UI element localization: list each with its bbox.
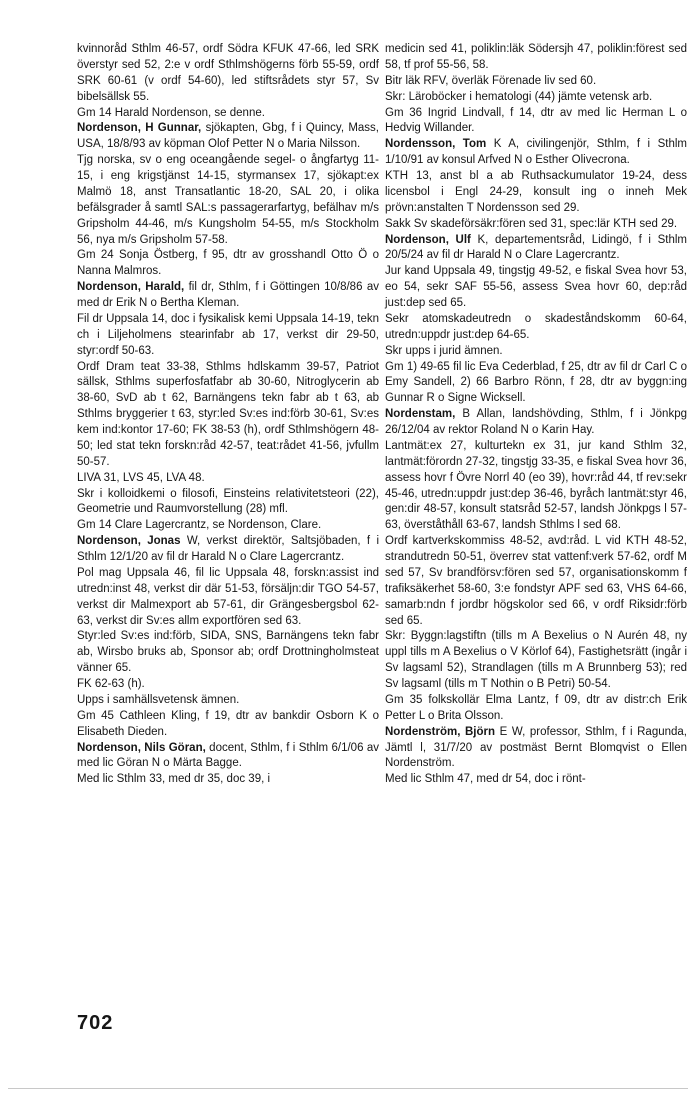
entry-text: Upps i samhällsvetensk ämnen. — [77, 693, 240, 706]
entry-text: FK 62-63 (h). — [77, 678, 145, 690]
entry-text: Ordf Dram teat 33-38, Sthlms hdlskamm 39-57, Patriot sällsk, Sthlms superfosfatfabr ab 30-60, Nitroglycerin ab 38-60, SvD ab t 62, Barnängens tekn fabr ab t 63, ab Sthlms bryggerier t 63, styr:led Sv:es ind:förb 30-61, Sv:es kem ind:kontor 17-60; FK 38-53 (h), ordf Sthlmshögern 48-50; led stat tekn forskn:råd 42-57, teat:rådet 41-56, jvfullm 50-57. — [77, 360, 379, 468]
biography-paragraph — [385, 169, 687, 217]
biography-paragraph — [77, 693, 379, 709]
biography-paragraph — [77, 677, 379, 693]
person-name: Nordenström, Björn — [385, 725, 496, 738]
entry-text: fil dr, Sthlm, f i Göttingen 10/8/86 av med dr Erik N o Bertha Kleman. — [77, 281, 379, 309]
biography-paragraph — [77, 312, 379, 360]
biography-paragraph — [385, 217, 687, 233]
entry-text: E W, professor, Sthlm, f i Ragunda, Jämtl l, 31/7/20 av postmäst Bernt Blomqvist o Ellen Nordenström. — [385, 725, 687, 770]
biography-paragraph — [77, 629, 379, 677]
biography-paragraph — [385, 344, 687, 360]
page-bottom-rule — [8, 1088, 688, 1089]
biography-paragraph — [385, 360, 687, 408]
biography-entry-heading — [385, 725, 687, 773]
person-name: Nordenson, Jonas — [77, 535, 181, 548]
entry-text: Tjg norska, sv o eng oceangående segel- o ångfartyg 11-15, i eng krigstjänst 14-15, styrmansex 17, sjökapt:ex Malmö 18, anst Transatlantic 18-20, SAL 20, i olika befälsgrader å samtl SAL:s passagerarfartyg, befälhav m/s Gripsholm 44-46, m/s Kungsholm 54-55, m/s Stockholm 56, nya m/s Gripsholm 57-58. — [77, 154, 379, 246]
entry-text: K A, civilingenjör, Sthlm, f i Sthlm 1/10/91 av konsul Arfved N o Esther Olivecrona. — [385, 138, 687, 167]
entry-text: Med lic Sthlm 47, med dr 54, doc i rönt- — [385, 773, 586, 786]
biography-paragraph — [77, 709, 379, 741]
entry-text: Gm 45 Cathleen Kling, f 19, dtr av bankdir Osborn K o Elisabeth Dieden. — [77, 709, 379, 738]
biography-paragraph — [77, 42, 379, 106]
biography-entry-heading — [77, 280, 379, 312]
biography-paragraph — [385, 772, 687, 788]
person-name: Nordenson, Ulf — [385, 233, 471, 246]
person-name: Nordenson, Harald, — [77, 281, 185, 294]
entry-text: medicin sed 41, poliklin:läk Södersjh 47, poliklin:förest sed 58, tf prof 55-56, 58. — [385, 43, 687, 71]
entry-text: W, verkst direktör, Saltsjöbaden, f i Sthlm 12/1/20 av fil dr Harald N o Clare Lagercrantz. — [77, 535, 379, 563]
left-column — [77, 42, 379, 788]
entry-text: Gm 36 Ingrid Lindvall, f 14, dtr av med lic Herman L o Hedvig Willander. — [385, 106, 687, 135]
entry-text: Gm 1) 49-65 fil lic Eva Cederblad, f 25, dtr av fil dr Carl C o Emy Sandell, 2) 66 Barbro Rönn, f 28, dtr av byggn:ing Gunnar R o Signe Wicksell. — [385, 360, 687, 405]
biography-entry-heading — [385, 233, 687, 265]
biography-paragraph — [77, 153, 379, 248]
biography-paragraph — [77, 772, 379, 788]
entry-text: Gm 14 Clare Lagercrantz, se Nordenson, Clare. — [77, 519, 322, 532]
entry-text: Styr:led Sv:es ind:förb, SIDA, SNS, Barnängens tekn fabr ab, Wirsbo bruks ab, Sponsor ab; ordf Drottningholmsteat vänner 65. — [77, 630, 379, 675]
entry-text: K, departementsråd, Lidingö, f i Sthlm 20/5/24 av fil dr Harald N o Clare Lagercrantz. — [385, 233, 687, 262]
person-name: Nordenson, H Gunnar, — [77, 122, 202, 135]
person-name: Nordensson, Tom — [385, 138, 487, 151]
biography-paragraph — [385, 90, 687, 106]
entry-text: Jur kand Uppsala 49, tingstjg 49-52, e fiskal Svea hovr 53, eo 54, sekr SAF 55-56, assess Svea hovr 60, dep:råd just:dep sed 65. — [385, 265, 687, 309]
entry-text: Bitr läk RFV, överläk Förenade liv sed 60. — [385, 74, 597, 87]
entry-text: Skr: Läroböcker i hematologi (44) jämte vetensk arb. — [385, 90, 653, 103]
person-name: Nordenson, Nils Göran, — [77, 741, 206, 754]
biography-paragraph — [77, 518, 379, 534]
entry-text: KTH 13, anst bl a ab Ruthsackumulator 19-24, dess licensbol i Engl 24-29, konsult ing o inneh Mek prövn:anstalten T Nordensson sed 29. — [385, 170, 687, 214]
biography-paragraph — [385, 629, 687, 693]
entry-text: B Allan, landshövding, Sthlm, f i Jönkpg 26/12/04 av rektor Roland N o Karin Hay. — [385, 408, 687, 436]
biography-entry-heading — [77, 121, 379, 153]
biography-entry-heading — [385, 407, 687, 439]
page-number: 702 — [77, 1012, 114, 1034]
entry-text: sjökapten, Gbg, f i Quincy, Mass, USA, 18/8/93 av köpman Olof Petter N o Maria Nilsson. — [77, 122, 379, 151]
entry-text: Lantmät:ex 27, kulturtekn ex 31, jur kand Sthlm 32, lantmät:förordn 27-32, tingstjg 33-35, e fiskal Svea hovr 36, assess hovr f Övre Norrl 40 (eo 39), hovr:råd 44, tf rev:sekr 45-46, utredn:uppdr just:dep 36-46, byråch lantmät:styr 46, gen:dir 48-57, konsult statsråd 52-57, landsh Jönkpgs l 57-63, överståthåll 63-67, landsh Sthlms l sed 68. — [385, 439, 687, 532]
entry-text: Skr i kolloidkemi o filosofi, Einsteins relativitetsteori (22), Geometrie und Raumvorstellung (28) mfl. — [77, 487, 379, 516]
biography-entry-heading — [385, 137, 687, 169]
entry-text: docent, Sthlm, f i Sthlm 6/1/06 av med lic Göran N o Märta Bagge. — [77, 741, 379, 770]
biography-paragraph — [385, 312, 687, 344]
entry-text: Sekr atomskadeutredn o skadeståndskomm 60-64, utredn:uppdr just:dep 64-65. — [385, 312, 687, 341]
entry-text: Gm 35 folkskollär Elma Lantz, f 09, dtr av distr:ch Erik Petter L o Brita Olsson. — [385, 693, 687, 722]
biography-paragraph — [77, 471, 379, 487]
biography-paragraph — [385, 74, 687, 90]
biography-paragraph — [385, 439, 687, 534]
entry-text: Ordf kartverkskommiss 48-52, avd:råd. L vid KTH 48-52, strandutredn 50-51, överrev stat vattenf:verk 57-62, ordf M sed 57, Sv brandförsv:fören sed 57, organisationskomm f trafiksäkerhet 58-60, 3:e fondstyr APF sed 63, VHS 64-66, samarb:ndn f jordbr högskolor sed 66, v ordf Riksidr:förb sed 65. — [385, 535, 687, 627]
biography-paragraph — [77, 487, 379, 519]
biography-paragraph — [77, 248, 379, 280]
entry-text: Med lic Sthlm 33, med dr 35, doc 39, i — [77, 773, 271, 786]
entry-text: Sakk Sv skadeförsäkr:fören sed 31, spec:lär KTH sed 29. — [385, 217, 678, 230]
biography-entry-heading — [77, 741, 379, 773]
entry-text: Gm 14 Harald Nordenson, se denne. — [77, 106, 265, 119]
right-column — [385, 42, 687, 788]
entry-text: Pol mag Uppsala 46, fil lic Uppsala 48, forskn:assist ind utredn:inst 48, verkst dir där 51-53, försäljn:dir TGO 54-57, verkst dir Malmexport ab 57-61, dir Grängesbergsbol 62-63, verkst dir Sv:es allm exportfören sed 63. — [77, 566, 379, 627]
biography-paragraph — [385, 106, 687, 138]
entry-text: Skr: Byggn:lagstiftn (tills m A Bexelius o N Aurén 48, ny uppl tills m A Bexelius o V Körlof 64), Fastighetsrätt (ingår i Sv lagsaml 52), Strandlagen (tills m A Brunnberg 53); red Sv lagsaml (tills m T Nothin o B Petri) 50-54. — [385, 630, 687, 690]
entry-text: Skr upps i jurid ämnen. — [385, 344, 503, 357]
biography-entry-heading — [77, 534, 379, 566]
entry-text: LIVA 31, LVS 45, LVA 48. — [77, 471, 205, 484]
entry-text: Gm 24 Sonja Östberg, f 95, dtr av grosshandl Otto Ö o Nanna Malmros. — [77, 249, 379, 278]
biography-paragraph — [77, 106, 379, 122]
biography-paragraph — [77, 360, 379, 471]
biography-paragraph — [385, 42, 687, 74]
entry-text: kvinnoråd Sthlm 46-57, ordf Södra KFUK 47-66, led SRK överstyr sed 52, 2:e v ordf Sthlmshögerns förb 55-59, ordf SRK 60-61 (v ordf 54-60), led stiftsrådets styr 57, Sv bibelsällsk 55. — [77, 43, 379, 103]
person-name: Nordenstam, — [385, 408, 456, 421]
biography-paragraph — [385, 534, 687, 629]
biography-paragraph — [385, 264, 687, 312]
entry-text: Fil dr Uppsala 14, doc i fysikalisk kemi Uppsala 14-19, tekn ch i Liljeholmens stearinfabr ab 17, verkst dir 29-50, styr:ordf 50-63. — [77, 312, 379, 357]
biography-paragraph — [385, 693, 687, 725]
biography-paragraph — [77, 566, 379, 630]
